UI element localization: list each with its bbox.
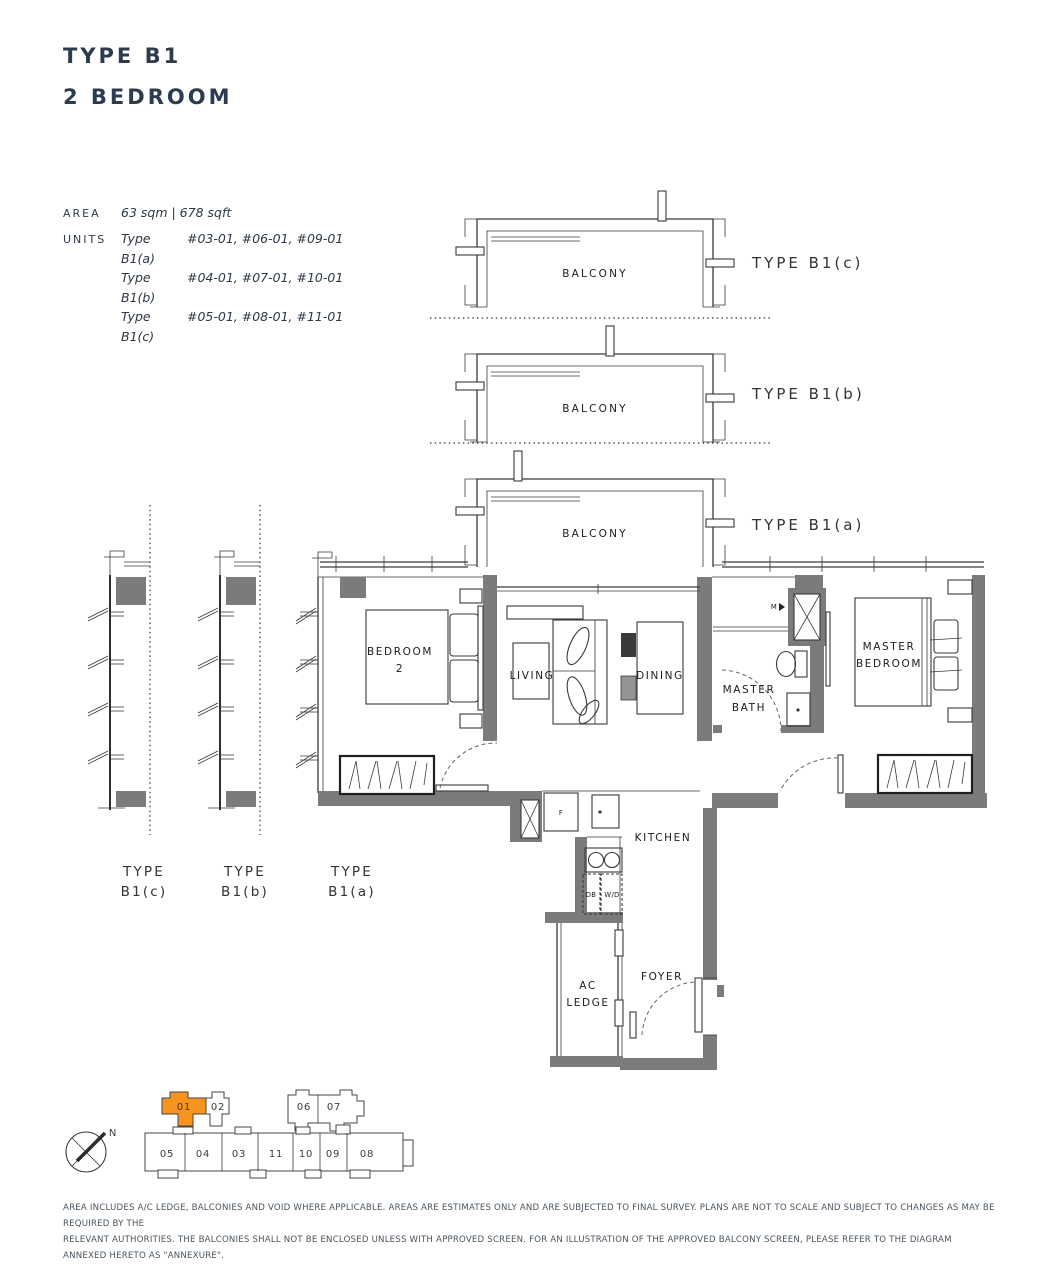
- balcony-label: BALCONY: [562, 528, 628, 540]
- unit-numbers: #03-01, #06-01, #09-01: [187, 231, 344, 246]
- wall-tick: [658, 191, 666, 221]
- side-label-b1c-2: B1(c): [120, 884, 168, 900]
- compass-icon: [66, 1132, 106, 1172]
- keyplan-label-02: 02: [210, 1102, 226, 1113]
- entrance-door-leaf: [695, 978, 702, 1032]
- balcony-diagram-b1a: [456, 451, 734, 567]
- disclaimer-line-2: RELEVANT AUTHORITIES. THE BALCONIES SHALL NOT BE ENCLOSED UNLESS WITH APPROVED SCREEN. FOR AN ILLUSTRATION OF THE APPROVED BALCONY SCREEN, PLEASE REFER TO THE DIAGRAM ANNEXED HERETO AS "ANNEXURE".: [63, 1235, 952, 1261]
- ac-ledge-label-1: AC: [579, 980, 597, 992]
- wall-tick: [606, 326, 614, 356]
- louver-vents: [296, 608, 318, 768]
- kitchen-sink: [592, 795, 619, 828]
- wall-tick: [456, 382, 484, 390]
- door-leaf: [630, 1012, 636, 1038]
- bath-door-swing: [722, 670, 781, 731]
- ac-ledge-label-2: LEDGE: [566, 997, 610, 1009]
- unit-type: Type B1(a): [121, 231, 155, 266]
- louver-vents: [198, 608, 234, 764]
- living-label: LIVING: [509, 670, 555, 682]
- type-label-b1c: TYPE B1(c): [752, 254, 864, 272]
- wd-label: W/D: [604, 891, 620, 899]
- main-floor-plan: [296, 552, 987, 1070]
- bedroom-count-title: 2 BEDROOM: [63, 85, 233, 109]
- master-bath-label-1: MASTER: [722, 684, 776, 696]
- meter-marker: [779, 603, 785, 611]
- disclaimer-text: [63, 1200, 998, 1264]
- db-label: DB: [585, 891, 597, 899]
- living-furniture: [507, 606, 607, 727]
- area-value: 63 sqm | 678 sqft: [121, 205, 232, 220]
- kitchen-label: KITCHEN: [634, 832, 692, 844]
- area-label: AREA: [63, 207, 101, 220]
- wall-tick: [456, 507, 484, 515]
- side-label-b1b-2: B1(b): [221, 884, 269, 900]
- keyplan-label-07: 07: [326, 1102, 342, 1113]
- toilet-bowl: [777, 652, 796, 677]
- unit-type: Type B1(b): [121, 270, 156, 305]
- wall-tick: [706, 394, 734, 402]
- keyplan-label-08: 08: [359, 1149, 375, 1160]
- foyer-label: FOYER: [640, 971, 684, 983]
- master-bedroom-label-2: BEDROOM: [855, 658, 923, 670]
- master-bath-label-2: BATH: [731, 702, 767, 714]
- wall-tick: [706, 519, 734, 527]
- toilet-tank: [795, 651, 807, 677]
- door-leaf: [436, 785, 488, 791]
- side-label-b1b-1: TYPE: [224, 864, 266, 880]
- side-label-b1a-2: B1(a): [328, 884, 376, 900]
- louver-vents: [88, 608, 124, 764]
- key-plan: [66, 1090, 413, 1178]
- type-label-b1b: TYPE B1(b): [752, 385, 865, 403]
- wardrobe: [878, 755, 972, 793]
- balcony-diagram-b1b: [456, 326, 734, 442]
- keyplan-label-01: 01: [176, 1102, 192, 1113]
- door-swing: [440, 743, 497, 788]
- meter-label: M: [770, 603, 778, 611]
- type-label-b1a: TYPE B1(a): [752, 516, 865, 534]
- keyplan-label-10: 10: [298, 1149, 314, 1160]
- balcony-label: BALCONY: [562, 268, 628, 280]
- unit-numbers: #04-01, #07-01, #10-01: [187, 270, 344, 285]
- disclaimer-line-1: AREA INCLUDES A/C LEDGE, BALCONIES AND VOID WHERE APPLICABLE. AREAS ARE ESTIMATES ONLY AND ARE SUBJECTED TO FINAL SURVEY. PLANS ARE NOT TO SCALE AND SUBJECT TO CHANGES AS MAY BE REQUIRED BY THE: [63, 1203, 995, 1229]
- bedroom2-furniture: [340, 589, 497, 794]
- fridge-label: F: [558, 809, 564, 817]
- keyplan-label-04: 04: [195, 1149, 211, 1160]
- north-label: N: [108, 1128, 118, 1139]
- keyplan-label-05: 05: [159, 1149, 175, 1160]
- wardrobe: [340, 756, 434, 794]
- balcony-diagram-b1c: [456, 191, 734, 307]
- bedroom2-label: BEDROOM: [366, 646, 434, 658]
- keyplan-label-06: 06: [296, 1102, 312, 1113]
- wall-tick: [456, 247, 484, 255]
- bedroom-door-swing: [780, 758, 838, 791]
- side-section-b1b: [198, 505, 260, 835]
- units-label: UNITS: [63, 233, 107, 246]
- master-bedroom-label-1: MASTER: [862, 641, 916, 653]
- wall-tick: [706, 259, 734, 267]
- balcony-label: BALCONY: [562, 403, 628, 415]
- dining-furniture: [621, 622, 683, 714]
- dining-label: DINING: [636, 670, 684, 682]
- keyplan-label-03: 03: [231, 1149, 247, 1160]
- keyplan-label-11: 11: [268, 1149, 284, 1160]
- unit-type-title: TYPE B1: [63, 44, 182, 68]
- balcony-sliding-door: [497, 584, 700, 594]
- side-section-b1c: [88, 505, 150, 835]
- bedroom2-number: 2: [395, 663, 405, 675]
- side-label-b1a-1: TYPE: [331, 864, 373, 880]
- entrance-door-swing: [642, 982, 697, 1035]
- unit-type: Type B1(c): [121, 309, 155, 344]
- wall-tick: [514, 451, 522, 481]
- side-label-b1c-1: TYPE: [123, 864, 165, 880]
- keyplan-label-09: 09: [325, 1149, 341, 1160]
- door-leaf: [838, 755, 843, 793]
- unit-numbers: #05-01, #08-01, #11-01: [187, 309, 344, 324]
